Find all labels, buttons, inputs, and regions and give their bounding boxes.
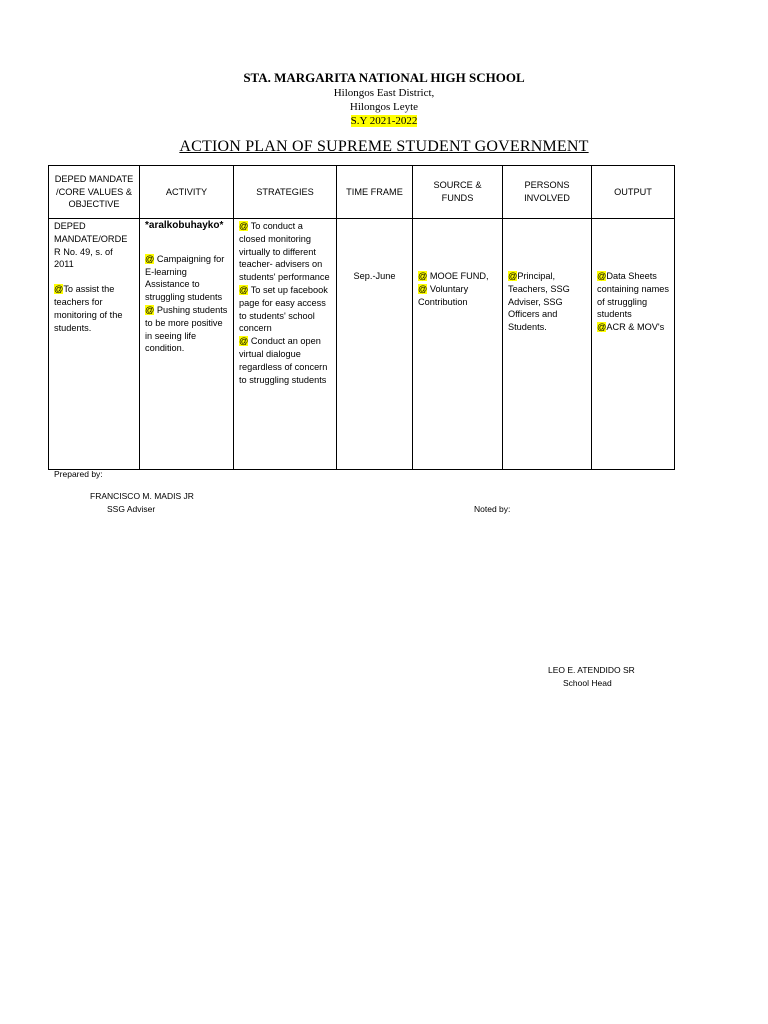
at-icon: @ [239, 336, 249, 347]
mandate-cell [49, 219, 140, 470]
preparer-name: FRANCISCO M. MADIS JR [90, 491, 194, 501]
strategy-item: @ Conduct an open virtual dialogue regardless of concern to struggling students [239, 336, 328, 385]
at-icon: @ [418, 283, 428, 294]
at-icon: @ [145, 304, 155, 315]
at-icon: @ [508, 271, 518, 281]
fund-item: @ Voluntary Contribution [418, 283, 469, 307]
strategies-cell [234, 219, 337, 470]
at-icon: @ [597, 322, 607, 333]
at-icon: @ [145, 253, 155, 264]
noted-by-label: Noted by: [474, 504, 511, 514]
column-header: TIME FRAME [337, 166, 413, 219]
document-title: ACTION PLAN OF SUPREME STUDENT GOVERNMENT [179, 138, 589, 155]
activity-hashtag: *aralkobuhayko* [145, 220, 224, 231]
prepared-by-label: Prepared by: [54, 469, 103, 479]
at-icon: @ [239, 221, 249, 231]
column-header: DEPED MANDATE /CORE VALUES & OBJECTIVE [49, 166, 140, 219]
column-header: PERSONS INVOLVED [503, 166, 592, 219]
action-plan-table [48, 165, 675, 470]
activity-item: @ Pushing students to be more positive in seeing life condition. [145, 304, 228, 354]
strategy-item: @ To conduct a closed monitoring virtually to different teacher- advisers on students' performance [239, 221, 330, 283]
source-funds-cell [413, 219, 503, 470]
column-header: ACTIVITY [140, 166, 234, 219]
table-row [49, 219, 675, 470]
persons-involved-cell [503, 219, 592, 470]
time-frame-cell [337, 219, 413, 470]
school-head-name: LEO E. ATENDIDO SR [548, 665, 635, 675]
activity-item: @ Campaigning for E-learning Assistance to struggling students [145, 253, 225, 303]
school-name: STA. MARGARITA NATIONAL HIGH SCHOOL [243, 70, 525, 85]
column-header: OUTPUT [592, 166, 675, 219]
activity-cell [140, 219, 234, 470]
output-item: @ACR & MOV's [597, 322, 665, 333]
mandate-objective: @To assist the teachers for monitoring of the students. [54, 284, 123, 333]
at-icon: @ [239, 284, 249, 295]
output-cell [592, 219, 675, 470]
at-icon: @ [418, 271, 428, 281]
column-header: SOURCE & FUNDS [413, 166, 503, 219]
persons-involved: @Principal, Teachers, SSG Adviser, SSG Officers and Students. [508, 271, 570, 333]
school-year-line [0, 115, 768, 127]
strategy-item: @ To set up facebook page for easy access to students' school concern [239, 284, 328, 334]
school-year: S.Y 2021-2022 [350, 115, 418, 127]
preparer-title: SSG Adviser [107, 504, 156, 514]
at-icon: @ [597, 271, 607, 281]
at-icon: @ [54, 284, 64, 295]
location-line: Hilongos Leyte [349, 101, 419, 113]
school-head-title: School Head [563, 678, 612, 688]
time-frame: Sep.-June [353, 271, 396, 281]
district-line: Hilongos East District, [333, 87, 435, 99]
column-header: STRATEGIES [234, 166, 337, 219]
output-item: @Data Sheets containing names of struggling students [597, 271, 670, 320]
mandate-order: DEPED MANDATE/ORDE R No. 49, s. of 2011 [54, 221, 128, 270]
fund-item: @ MOOE FUND, [418, 271, 489, 281]
table-header-row [49, 166, 675, 219]
